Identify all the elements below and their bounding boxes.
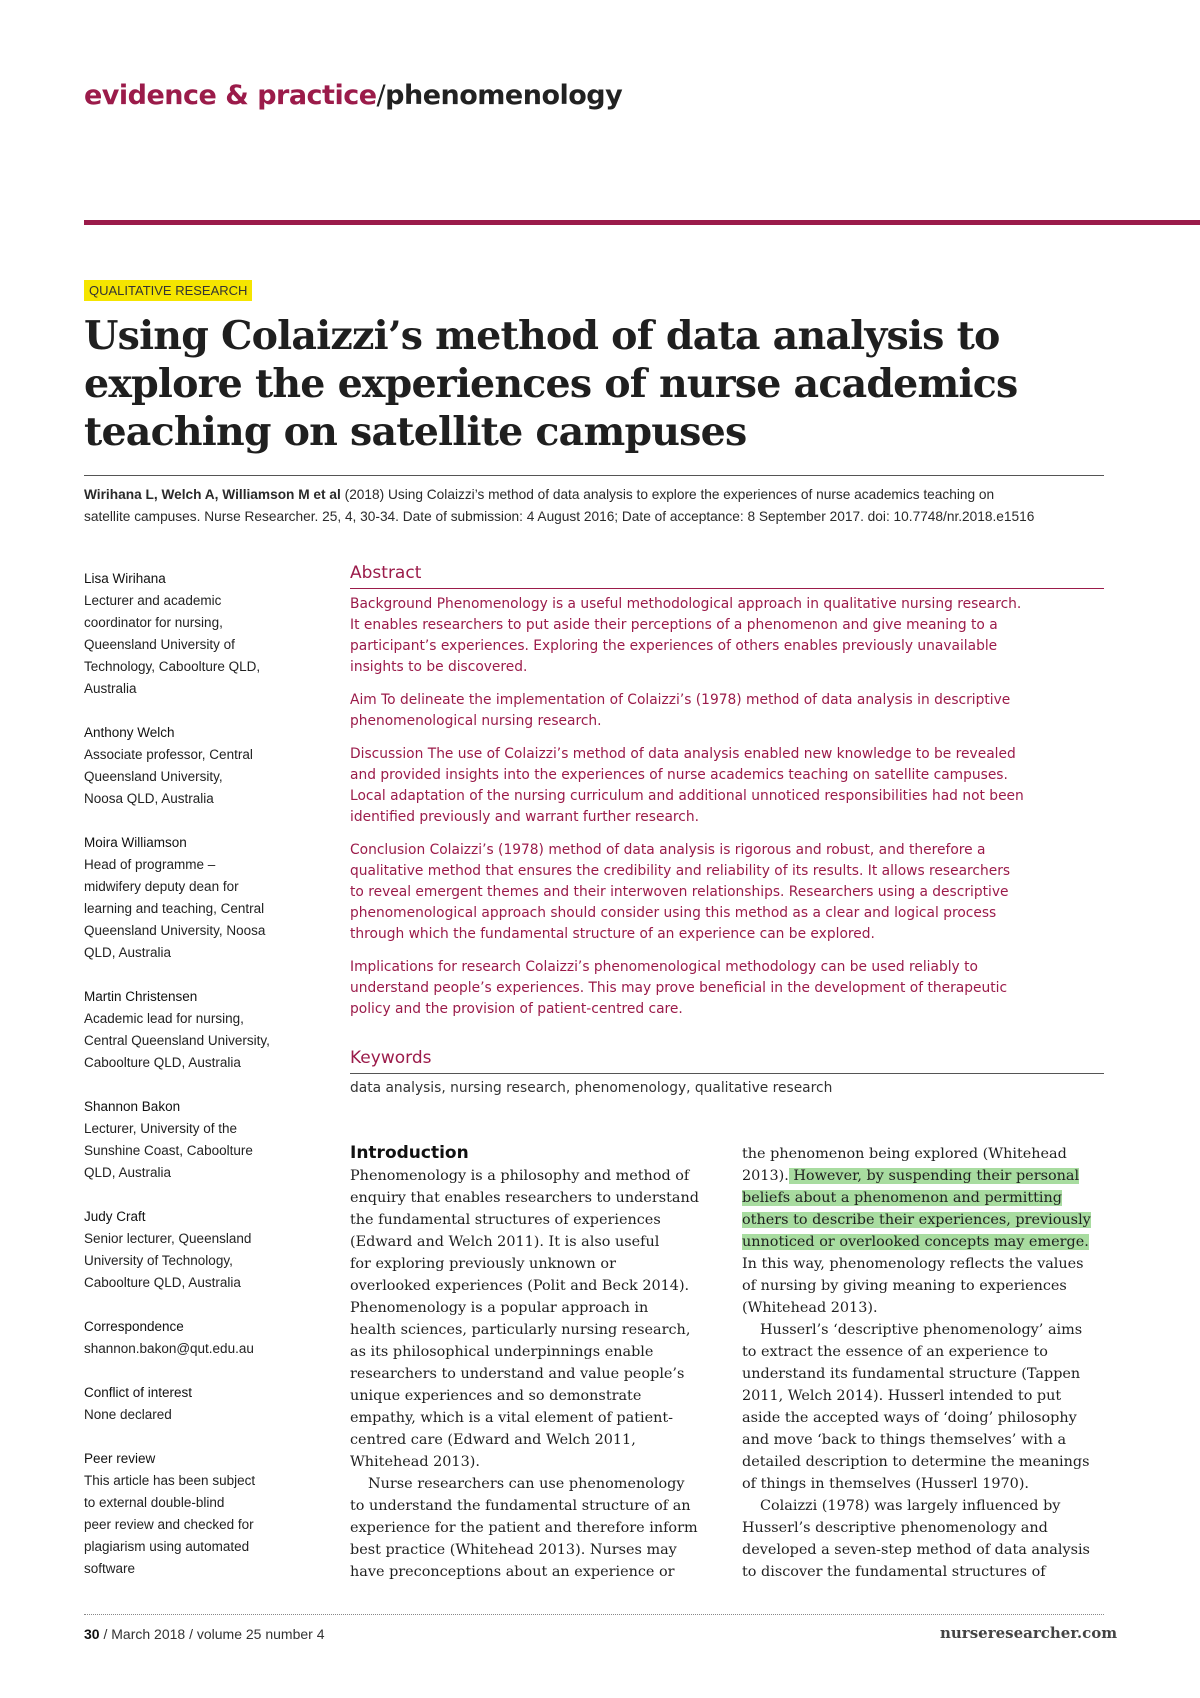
author-affiliation: Noosa QLD, Australia — [84, 791, 214, 806]
author-affiliation: Academic lead for nursing, — [84, 1011, 244, 1026]
title-line: teaching on satellite campuses — [84, 409, 747, 455]
title-rule — [84, 475, 1104, 476]
body-line: the phenomenon being explored (Whitehead — [742, 1146, 1067, 1162]
body-line: aside the accepted ways of ‘doing’ philosophy — [742, 1410, 1077, 1426]
body-line: Husserl’s ‘descriptive phenomenology’ aims — [760, 1322, 1083, 1338]
body-line: and move ‘back to things themselves’ with a — [742, 1432, 1067, 1448]
abstract-text: policy and the provision of patient-centred care. — [350, 1001, 683, 1017]
author-affiliation: Caboolture QLD, Australia — [84, 1055, 241, 1070]
issue-date: March 2018 — [111, 1626, 186, 1642]
author-name: Martin Christensen — [84, 989, 198, 1004]
page-number: 30 — [84, 1626, 100, 1642]
body-line: Phenomenology is a philosophy and method of — [350, 1168, 690, 1184]
body-line: health sciences, particularly nursing research, — [350, 1322, 691, 1338]
body-line: best practice (Whitehead 2013). Nurses may — [350, 1542, 677, 1558]
abstract-text: through which the fundamental structure of an experience can be explored. — [350, 926, 875, 942]
body-line: Colaizzi (1978) was largely influenced by — [760, 1498, 1061, 1514]
body-line: unique experiences and so demonstrate — [350, 1388, 642, 1404]
body-line: Husserl’s descriptive phenomenology and — [742, 1520, 1048, 1536]
author-affiliation: Technology, Caboolture QLD, — [84, 659, 261, 674]
author-name: Lisa Wirihana — [84, 571, 166, 586]
abstract-text: Local adaptation of the nursing curriculum and additional unnoticed responsibilities had not been — [350, 788, 1024, 804]
author-affiliation: Senior lecturer, Queensland — [84, 1231, 252, 1246]
citation-authors: Wirihana L, Welch A, Williamson M et al — [84, 487, 341, 502]
body-line: enquiry that enables researchers to understand — [350, 1190, 699, 1206]
author-affiliation: Caboolture QLD, Australia — [84, 1275, 241, 1290]
keywords-heading: Keywords — [350, 1048, 432, 1068]
peer-review-text: plagiarism using automated — [84, 1539, 250, 1554]
body-line: Whitehead 2013). — [350, 1454, 480, 1470]
body-line: In this way, phenomenology reflects the values — [742, 1256, 1084, 1272]
author-affiliation: midwifery deputy dean for — [84, 879, 239, 894]
footer-separator: / — [185, 1626, 197, 1642]
peer-review-text: to external double-blind — [84, 1495, 225, 1510]
abstract-discussion — [350, 744, 1110, 828]
peer-review-text: This article has been subject — [84, 1473, 256, 1488]
body-paragraph — [350, 1473, 720, 1583]
peer-review-label: Peer review — [84, 1451, 156, 1466]
abstract-implications — [350, 957, 1110, 1020]
body-line: to understand the fundamental structure of an — [350, 1498, 691, 1514]
footer-rule — [84, 1614, 1104, 1615]
body-line: the fundamental structures of experiences — [350, 1212, 661, 1228]
author-sidebar — [84, 568, 284, 1602]
author-name: Shannon Bakon — [84, 1099, 181, 1114]
abstract-body — [350, 594, 1110, 1032]
footer-separator: / — [99, 1626, 112, 1642]
abstract-text: qualitative method that ensures the credibility and reliability of its results. It allows researchers — [350, 863, 1011, 879]
conflict-label: Conflict of interest — [84, 1385, 193, 1400]
author-affiliation: QLD, Australia — [84, 1165, 172, 1180]
abstract-text: It enables researchers to put aside their perceptions of a phenomenon and give meaning to a — [350, 617, 998, 633]
body-line: of things in themselves (Husserl 1970). — [742, 1476, 1030, 1492]
body-line: empathy, which is a vital element of patient- — [350, 1410, 674, 1426]
author-block — [84, 1206, 284, 1294]
author-affiliation: Lecturer, University of the — [84, 1121, 238, 1136]
author-block — [84, 722, 284, 810]
body-line: detailed description to determine the meanings — [742, 1454, 1090, 1470]
body-line: overlooked experiences (Polit and Beck 2014). — [350, 1278, 690, 1294]
author-affiliation: Central Queensland University, — [84, 1033, 270, 1048]
header-separator: / — [376, 80, 386, 111]
author-affiliation: Australia — [84, 681, 137, 696]
citation-text: (2018) Using Colaizzi’s method of data analysis to explore the experiences of nurse academics teaching on — [340, 487, 995, 502]
journal-site-link[interactable]: nurseresearcher.com — [940, 1624, 1118, 1642]
body-line: 2013). — [742, 1168, 789, 1184]
body-line: for exploring previously unknown or — [350, 1256, 616, 1272]
abstract-text: participant’s experiences. Exploring the experiences of others enables previously unavailable — [350, 638, 998, 654]
abstract-text: Colaizzi’s (1978) method of data analysis is rigorous and robust, and therefore a — [425, 842, 986, 858]
body-line: researchers to understand and value people’s — [350, 1366, 685, 1382]
running-header — [84, 80, 622, 111]
correspondence-email[interactable]: shannon.bakon@qut.edu.au — [84, 1341, 254, 1356]
author-block — [84, 832, 284, 964]
author-name: Judy Craft — [84, 1209, 146, 1224]
intro-heading: Introduction — [350, 1143, 469, 1163]
author-affiliation: University of Technology, — [84, 1253, 233, 1268]
author-affiliation: Queensland University, Noosa — [84, 923, 266, 938]
body-line: have preconceptions about an experience or — [350, 1564, 675, 1580]
abstract-text: identified previously and warrant further research. — [350, 809, 699, 825]
body-line: understand its fundamental structure (Tappen — [742, 1366, 1081, 1382]
abstract-text: The use of Colaizzi’s method of data analysis enabled new knowledge to be revealed — [423, 746, 1016, 762]
author-block — [84, 1096, 284, 1184]
title-line: explore the experiences of nurse academics — [84, 361, 1018, 407]
author-affiliation: Queensland University of — [84, 637, 235, 652]
abstract-heading: Abstract — [350, 563, 422, 583]
author-affiliation: Sunshine Coast, Caboolture — [84, 1143, 253, 1158]
article-type-tag: QUALITATIVE RESEARCH — [84, 280, 252, 301]
author-affiliation: Queensland University, — [84, 769, 223, 784]
abstract-text: to reveal emergent themes and their interwoven relationships. Researchers using a descriptive — [350, 884, 1009, 900]
body-paragraph — [742, 1143, 1112, 1319]
correspondence-block — [84, 1316, 284, 1360]
footer-info — [84, 1626, 325, 1642]
body-line: experience for the patient and therefore inform — [350, 1520, 698, 1536]
author-affiliation: Associate professor, Central — [84, 747, 253, 762]
author-affiliation: learning and teaching, Central — [84, 901, 265, 916]
peer-review-text: software — [84, 1561, 136, 1576]
author-affiliation: QLD, Australia — [84, 945, 172, 960]
abstract-conclusion — [350, 840, 1110, 945]
abstract-label: Background — [350, 596, 433, 612]
article-title — [84, 312, 1114, 456]
section-label: evidence & practice — [84, 80, 377, 111]
body-line: (Whitehead 2013). — [742, 1300, 878, 1316]
abstract-text: Colaizzi’s phenomenological methodology can be used reliably to — [521, 959, 978, 975]
abstract-label: Aim — [350, 692, 377, 708]
title-line: Using Colaizzi’s method of data analysis to — [84, 313, 1000, 359]
body-column-1 — [350, 1165, 720, 1583]
header-rule — [84, 220, 1200, 225]
body-line: developed a seven-step method of data analysis — [742, 1542, 1090, 1558]
abstract-text: To delineate the implementation of Colaizzi’s (1978) method of data analysis in descriptive — [376, 692, 1011, 708]
keywords-list: data analysis, nursing research, phenomenology, qualitative research — [350, 1080, 833, 1096]
abstract-label: Discussion — [350, 746, 424, 762]
author-name: Moira Williamson — [84, 835, 187, 850]
abstract-aim — [350, 690, 1110, 732]
abstract-label: Conclusion — [350, 842, 426, 858]
abstract-text: understand people’s experiences. This may prove beneficial in the development of therapeutic — [350, 980, 1008, 996]
highlighted-text[interactable]: However, by suspending their personal — [788, 1168, 1080, 1184]
abstract-text: phenomenological nursing research. — [350, 713, 602, 729]
author-name: Anthony Welch — [84, 725, 175, 740]
body-line: Phenomenology is a popular approach in — [350, 1300, 649, 1316]
body-line: as its philosophical underpinnings enable — [350, 1344, 654, 1360]
conflict-value: None declared — [84, 1407, 172, 1422]
author-affiliation: coordinator for nursing, — [84, 615, 223, 630]
peer-review-text: peer review and checked for — [84, 1517, 254, 1532]
author-block — [84, 568, 284, 700]
citation-text: satellite campuses. Nurse Researcher. 25, 4, 30-34. Date of submission: 4 August 2016; Date of acceptance: 8 September 2017. doi: 10.7748/nr.2018.e1516 — [84, 509, 1035, 524]
highlighted-text[interactable]: beliefs about a phenomenon and permitting — [742, 1190, 1062, 1206]
subsection-label: phenomenology — [385, 80, 623, 111]
body-paragraph — [350, 1165, 720, 1473]
body-line: Nurse researchers can use phenomenology — [368, 1476, 685, 1492]
body-line: 2011, Welch 2014). Husserl intended to put — [742, 1388, 1062, 1404]
author-block — [84, 986, 284, 1074]
abstract-background — [350, 594, 1110, 678]
abstract-text: phenomenological approach should consider using this method as a clear and logical process — [350, 905, 997, 921]
peer-review-block — [84, 1448, 284, 1580]
highlighted-text[interactable]: unnoticed or overlooked concepts may emerge. — [742, 1234, 1089, 1250]
abstract-text: Phenomenology is a useful methodological approach in qualitative nursing research. — [432, 596, 1022, 612]
abstract-label: Implications for research — [350, 959, 522, 975]
body-line: (Edward and Welch 2011). It is also useful — [350, 1234, 660, 1250]
abstract-rule — [350, 588, 1104, 589]
body-paragraph — [742, 1319, 1112, 1495]
body-line: centred care (Edward and Welch 2011, — [350, 1432, 636, 1448]
body-paragraph — [742, 1495, 1112, 1583]
citation — [84, 484, 1114, 528]
keywords-rule — [350, 1073, 1104, 1074]
abstract-text: and provided insights into the experiences of nurse academics teaching on satellite campuses. — [350, 767, 1008, 783]
body-line: to discover the fundamental structures of — [742, 1564, 1046, 1580]
body-column-2 — [742, 1143, 1112, 1583]
correspondence-label: Correspondence — [84, 1319, 184, 1334]
body-line: of nursing by giving meaning to experiences — [742, 1278, 1067, 1294]
highlighted-text[interactable]: others to describe their experiences, previously — [742, 1212, 1091, 1228]
body-line: to extract the essence of an experience to — [742, 1344, 1048, 1360]
author-affiliation: Lecturer and academic — [84, 593, 222, 608]
abstract-text: insights to be discovered. — [350, 659, 528, 675]
volume-info: volume 25 number 4 — [196, 1626, 325, 1642]
author-affiliation: Head of programme – — [84, 857, 216, 872]
conflict-block — [84, 1382, 284, 1426]
